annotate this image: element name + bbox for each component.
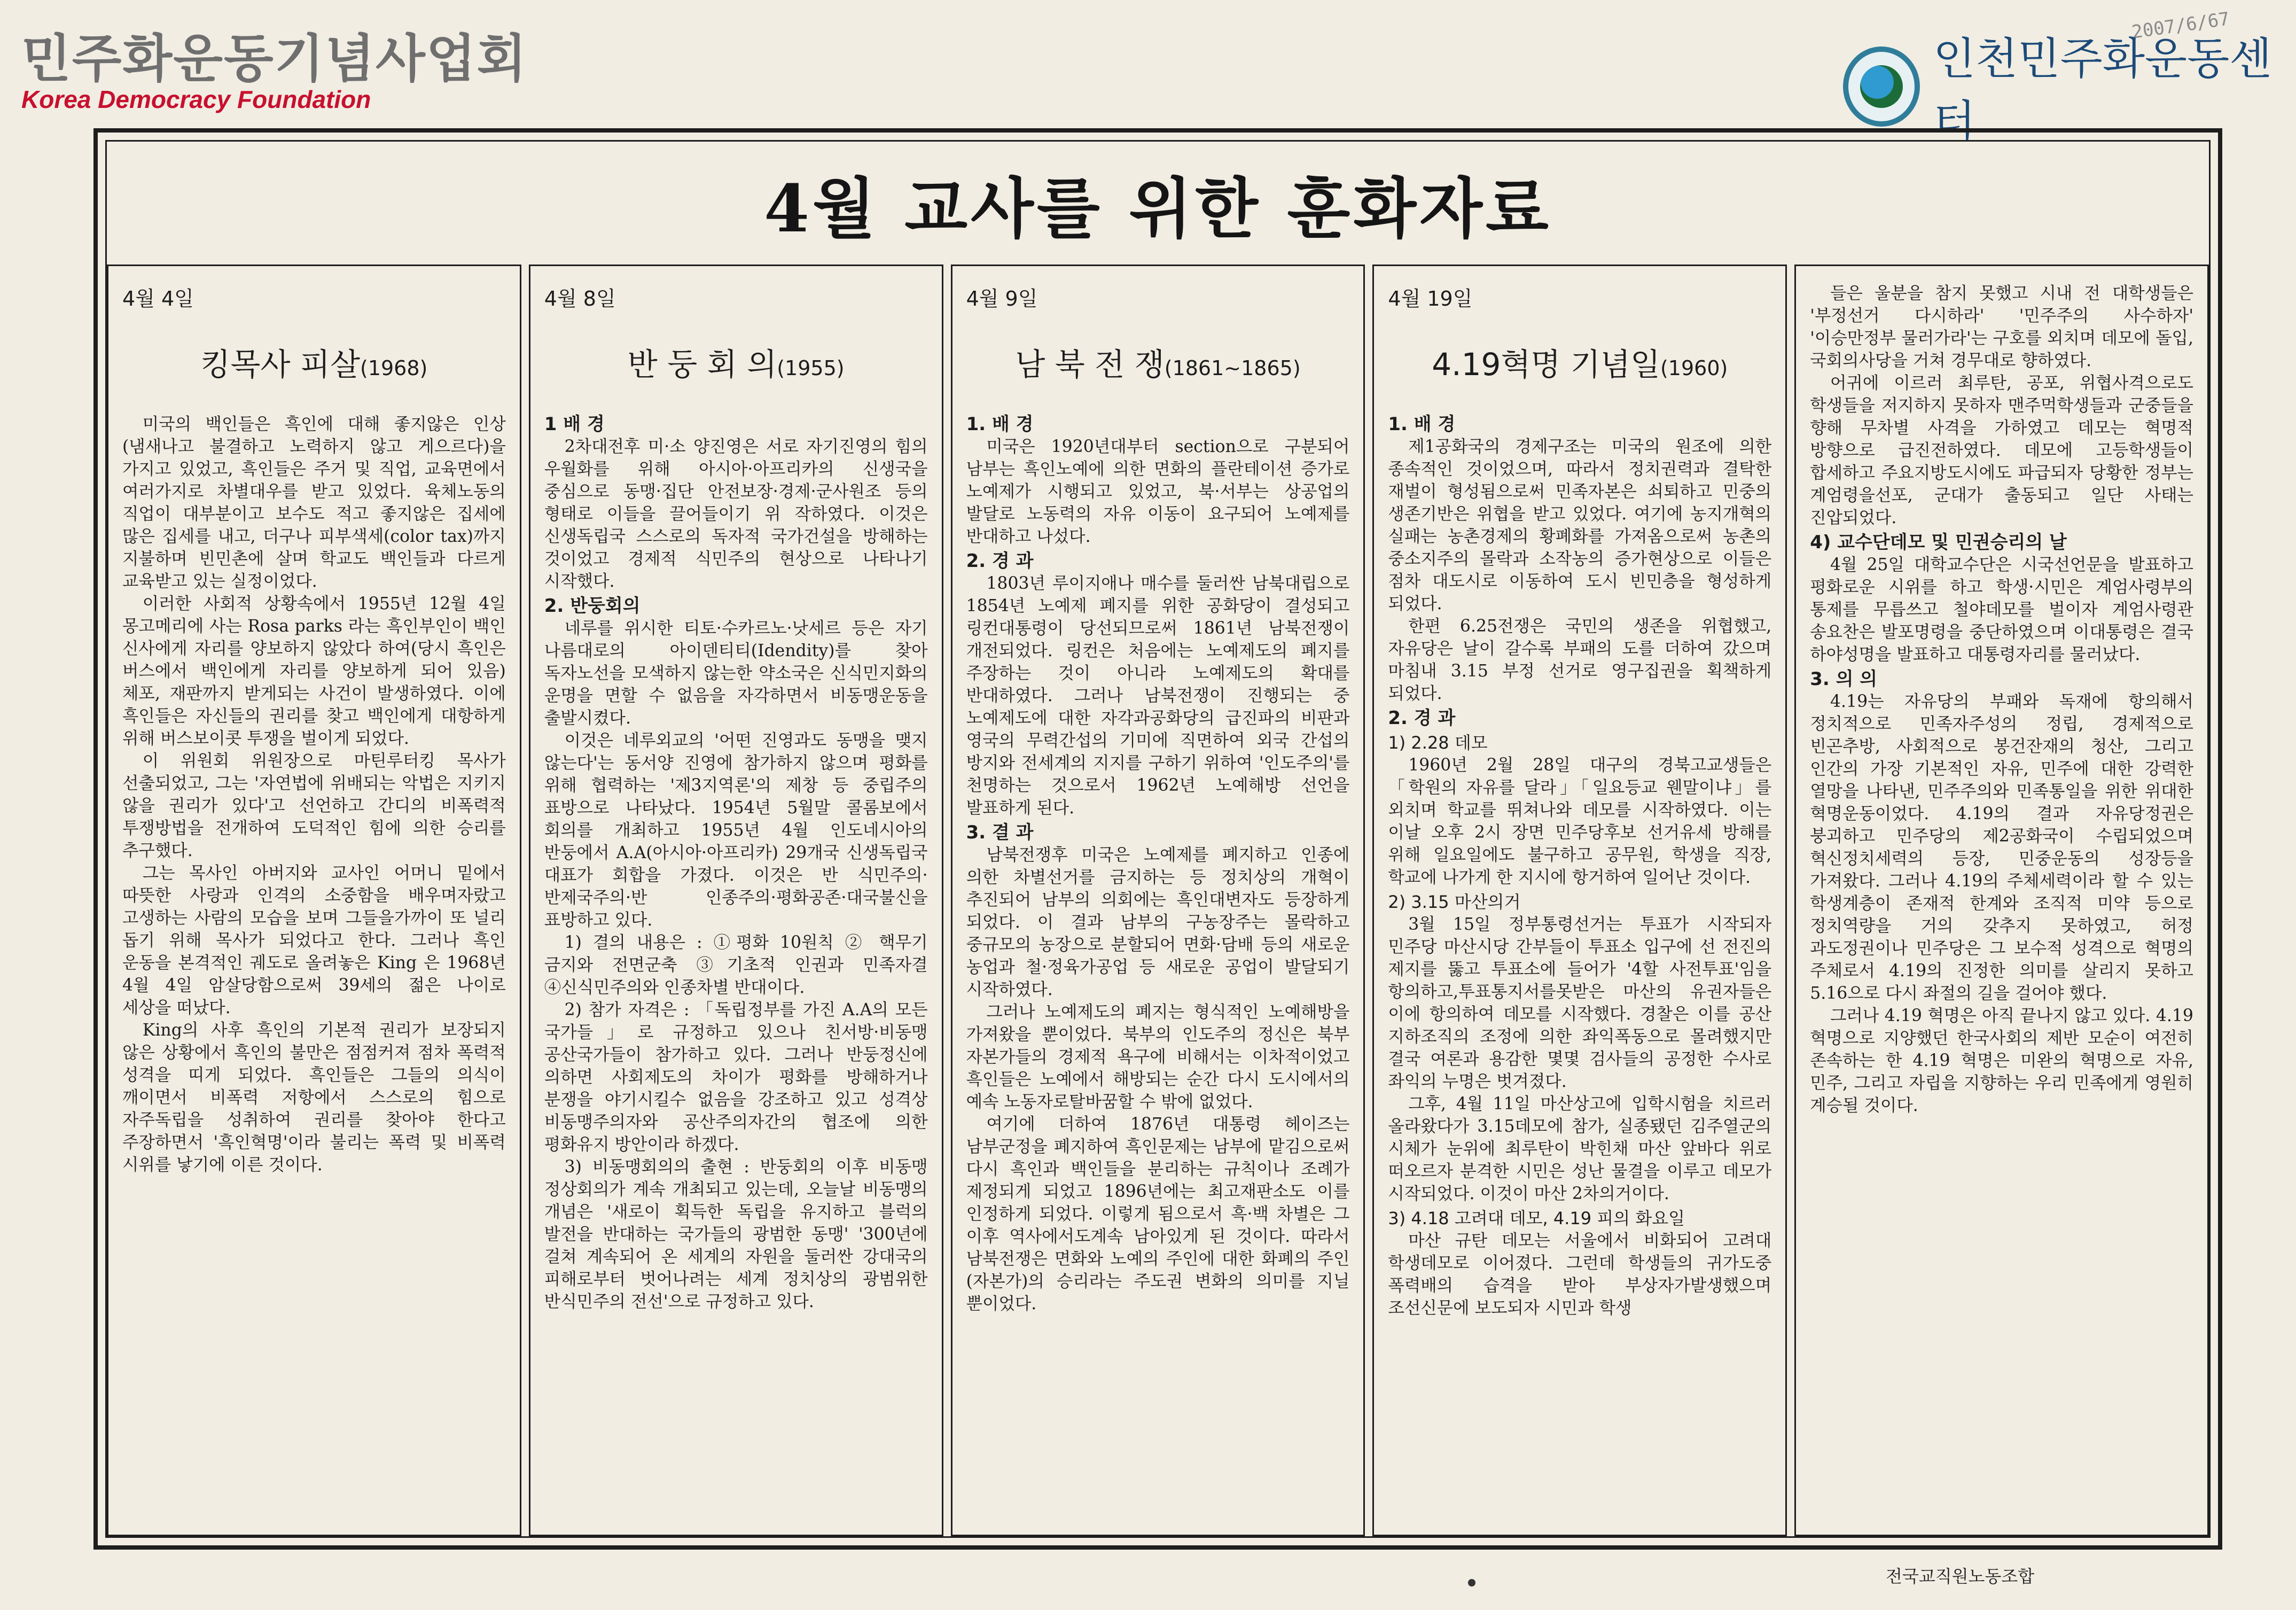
column-heading (544, 339, 928, 384)
section-heading: 1. 배 경 (966, 414, 1034, 435)
center-emblem-icon (1843, 46, 1920, 127)
document-title: 4월 교사를 위한 훈화자료 (764, 169, 1552, 247)
column-body (544, 413, 928, 1313)
column-date: 4월 9일 (966, 287, 1038, 310)
paragraph: 4.19는 자유당의 부패와 독재에 항의해서 정치적으로 민족자주성의 정립, 경제적으로 빈곤추방, 사회적으로 봉건잔재의 청산, 그리고 인간의 가장 기본적인 자유, 민주에 대한 강력한 열망을 나타낸, 민주주의와 민족통일을 위한 위대한 혁명운동이었다. 4.19의 결과 자유당정권은 붕괴하고 민주당의 제2공화국이 수립되었으며 혁신정치세력의 등장, 민중운동의 성장등을 가져왔다. 그러나 4.19의 주체세력이라 할 수 있는 학생계층이 존재적 한계와 조직적 미약 등으로 정치역량을 거의 갖추지 못하였고, 허정 과도정권이나 민주당은 그 보수적 성격으로 혁명의 주체로서 4.19의 진정한 의미를 살리지 못하고 5.16으로 다시 좌절의 길을 걸어야 했다. (1810, 692, 2193, 1003)
paragraph: King의 사후 흑인의 기본적 권리가 보장되지 않은 상황에서 흑인의 불만은 점점커져 점차 폭력적 성격을 띠게 되었다. 흑인들은 그들의 의식이 깨이면서 비폭력 저항에서 스스로의 힘으로 자주독립을 성취하여 권리를 찾아야 한다고 주장하면서 '흑인혁명'이라 불리는 폭력 및 비폭력 시위를 낳기에 이른 것이다. (122, 1021, 506, 1175)
column-body (966, 413, 1350, 1315)
paragraph: 한편 6.25전쟁은 국민의 생존을 위협했고, 자유당은 날이 갈수록 부패의 도를 더하여 갔으며 마침내 3.15 부정 선거로 영구집권을 획책하게 되었다. (1388, 617, 1772, 703)
paragraph: 들은 울분을 참지 못했고 시내 전 대학생들은 '부정선거 다시하라' '민주주의 사수하자' '이승만정부 물러가라'는 구호를 외치며 데모에 돌입, 국회의사당을 거쳐 경무대로 향하였다. (1810, 284, 2193, 370)
paragraph: 그러나 노예제도의 폐지는 형식적인 노예해방을 가져왔을 뿐이었다. 북부의 인도주의 정신은 북부 자본가들의 경제적 욕구에 비해서는 이차적이었고 흑인들은 노예에서 해방되는 순간 다시 도시에서의 예속 노동자로탈바꿈할 수 밖에 없었다. (966, 1002, 1350, 1111)
column-king (107, 265, 521, 1536)
section-heading: 2. 경 과 (966, 550, 1034, 572)
section-heading: 1 배 경 (544, 414, 605, 435)
section-heading: 2. 반둥회의 (544, 595, 641, 617)
section-heading: 2) 3.15 마산의거 (1388, 892, 1521, 912)
column-heading-year: (1955) (777, 356, 845, 380)
kdf-logo-english: Korea Democracy Foundation (21, 85, 371, 113)
paragraph: 이것은 네루외교의 '어떤 진영과도 동맹을 맺지 않는다'는 동서양 진영에 참가하지 않으며 평화를 위해 협력하는 '제3지역론'의 제창 등 중립주의 표방으로 나타났다. 1954년 5월말 콜롬보에서 회의를 개최하고 1955년 4월 인도네시아의 반둥에서 A.A(아시아·아프리카) 29개국 신생독립국 대표가 회합을 가졌다. 이것은 반 식민주의·반제국주의·반 인종주의·평화공존·대국불신을 표방하고 있다. (544, 731, 928, 930)
column-heading (1388, 339, 1771, 384)
column-date: 4월 4일 (122, 287, 194, 310)
paragraph: 남북전쟁후 미국은 노예제를 폐지하고 인종에 의한 차별선거를 금지하는 등 정치상의 개혁이 추진되어 남부의 의회에는 흑인대변자도 등장하게 되었다. 이 결과 남부의 구농장주는 몰락하고 중규모의 농장으로 분할되어 면화·담배 등의 새로운 농업과 철·정육가공업 등 새로운 공업이 발달되기 시작하였다. (966, 845, 1350, 999)
paragraph: 그후, 4월 11일 마산상고에 입학시험을 치르러 올라왔다가 3.15데모에 참가, 실종됐던 김주열군의 시체가 눈위에 최루탄이 박힌채 마산 앞바다 위로 떠오르자 분격한 시민은 성난 물결을 이루고 데모가 시작되었다. 이것이 마산 2차의거이다. (1388, 1094, 1772, 1203)
paragraph: 1) 결의 내용은 : ①평화 10원칙 ② 핵무기 금지와 전면군축 ③기초적 인권과 민족자결 ④신식민주의와 인종차별 반대이다. (544, 933, 928, 997)
paragraph: 2) 참가 자격은 : 「독립정부를 가진 A.A의 모든 국가들」로 규정하고 있으나 친서방·비동맹 공산국가들이 참가하고 있다. 그러나 반둥정신에 의하면 사회제도의 차이가 평화를 방해하거나 분쟁을 야기시킬수 없음을 강조하고 있고 성격상 비동맹주의자와 공산주의자간의 협조에 의한 평화유지 방안이라 하겠다. (544, 1000, 928, 1154)
column-heading-text: 킹목사 피살 (200, 346, 360, 383)
paragraph: 미국은 1920년대부터 section으로 구분되어 남부는 흑인노예에 의한 면화의 플란테이션 증가로 노예제가 시행되고 있었고, 북·서부는 상공업의 발달로 노동력의 자유 이동이 요구되어 노예제를 반대하고 나섰다. (966, 437, 1350, 546)
paragraph: 4월 25일 대학교수단은 시국선언문을 발표하고 평화로운 시위를 하고 학생·시민은 계엄사령부의 통제를 무릅쓰고 철야데모를 벌이자 계엄사령관 송요찬은 발포명령을 중단하였으며 이대통령은 결국 하야성명을 발표하고 대통령자리를 물러났다. (1810, 555, 2193, 664)
stray-mark (1468, 1579, 1475, 1586)
column-heading-year: (1861~1865) (1164, 356, 1301, 380)
column-civil-war (951, 265, 1365, 1536)
column-body (1388, 413, 1771, 1319)
paragraph: 3월 15일 정부통령선거는 투표가 시작되자 민주당 마산시당 간부들이 투표소 입구에 선 전진의 제지를 뚫고 투표소에 들어가 '4할 사전투표'임을 항의하고,투표통지서를못받은 마산의 유권자들은 이에 항의하여 데모를 시작했다. 경찰은 이를 공산 지하조직의 조정에 의한 좌익폭동으로 몰려했지만 결국 여론과 용감한 몇몇 검사들의 공정한 수사로 좌익의 누명은 벗겨졌다. (1388, 915, 1772, 1091)
paragraph: 이러한 사회적 상황속에서 1955년 12월 4일 몽고메리에 사는 Rosa parks 라는 흑인부인이 백인 신사에게 자리를 양보하지 않았다 하여(당시 흑인은 버스에서 백인에게 자리를 양보하게 되어 있음) 체포, 재판까지 받게되는 사건이 발생하였다. 이에 흑인들은 자신들의 권리를 찾고 백인에게 대항하게 위해 버스보이콧 투쟁을 벌이게 되었다. (122, 594, 506, 748)
column-body (122, 413, 506, 1176)
paragraph: 이 위원회 위원장으로 마틴루터킹 목사가 선출되었고, 그는 '자연법에 위배되는 악법은 지키지 않을 권리가 있다'고 선언하고 간디의 비폭력적 투쟁방법을 전개하여 도덕적인 힘에 의한 승리를 추구했다. (122, 751, 506, 860)
title-box (107, 142, 2209, 265)
paragraph: 3) 비동맹회의의 출현 : 반둥회의 이후 비동맹 정상회의가 계속 개최되고 있는데, 오늘날 비동맹의 개념은 '새로이 획득한 독립을 유지하고 블럭의 발전을 반대하는 국가들의 광범한 동맹' '300년에 걸쳐 계속되어 온 세계의 자원을 둘러싼 강대국의 피해로부터 벗어나려는 세계 정치상의 광범위한 반식민주의 전선'으로 규정하고 있다. (544, 1157, 928, 1311)
incheon-center-name: 인천민주화운동센터 (1933, 34, 2272, 147)
column-heading-text: 남 북 전 쟁 (1015, 346, 1165, 383)
column-body (1810, 282, 2193, 1117)
document-frame-inner (105, 140, 2211, 1538)
archive-number: 2007/6/67 (2130, 8, 2231, 43)
section-heading: 4) 교수단데모 및 민권승리의 날 (1810, 532, 2067, 553)
section-heading: 3. 결 과 (966, 822, 1034, 843)
column-heading (966, 339, 1350, 384)
section-heading: 1) 2.28 데모 (1388, 733, 1488, 753)
paragraph: 1803년 루이지애나 매수를 둘러싼 남북대립으로 1854년 노예제 폐지를 위한 공화당이 결성되고 링컨대통령이 당선되므로써 1861년 남북전쟁이 개전되었다. 링컨은 처음에는 노예제도의 폐지를 주장하는 것이 아니라 노예제도의 확대를 반대하였다. 그러나 남북전쟁이 진행되는 중 노예제도에 대한 자각과공화당의 급진파의 비판과 영국의 무력간섭의 기미에 직면하여 외국 간섭의 방지와 전세계의 지지를 구하기 위하여 '인도주의'를 천명하는 것으로서 1962년 노예해방 선언을 발표하게 된다. (966, 574, 1350, 818)
paragraph: 마산 규탄 데모는 서울에서 비화되어 고려대 학생데모로 이어졌다. 그런데 학생들의 귀가도중 폭력배의 습격을 받아 부상자가발생했으며 조선신문에 보도되자 시민과 학생 (1388, 1231, 1772, 1318)
document-frame (93, 128, 2222, 1550)
paragraph: 1960년 2월 28일 대구의 경북고교생들은 「학원의 자유를 달라」「일요등교 웬말이냐」를 외치며 학교를 뛰쳐나와 데모를 시작하였다. 이는 이날 오후 2시 장면 민주당후보 선거유세 방해를 위해 일요일에도 불구하고 공무원, 학생을 직장, 학교에 나가게 한 지시에 항거하여 일어난 것이다. (1388, 756, 1772, 887)
column-april-19-continued (1794, 265, 2209, 1536)
kdf-logo (21, 29, 527, 113)
section-heading: 3. 의 의 (1810, 668, 1878, 690)
article-columns (107, 265, 2209, 1536)
section-heading: 1. 배 경 (1388, 414, 1456, 435)
column-heading-text: 4.19혁명 기념일 (1432, 346, 1660, 383)
column-date: 4월 19일 (1388, 287, 1473, 310)
paragraph: 여기에 더하여 1876년 대통령 헤이즈는 남부군정을 폐지하여 흑인문제는 남부에 맡김으로써 다시 흑인과 백인들을 분리하는 규칙이나 조례가 제정되게 되었고 1896년에는 최고재판소도 이를 인정하게 되었다. 이렇게 됨으로서 흑·백 차별은 그 이후 역사에서도계속 남아있게 된 것이다. 따라서 남북전쟁은 면화와 노예의 주인에 대한 화폐의 주인(자본가)의 승리라는 주도권 변화의 의미를 지닐 뿐이었다. (966, 1115, 1350, 1313)
paragraph: 네루를 위시한 티토·수카르노·낫세르 등은 자기 나름대로의 아이덴티티(Idendity)를 찾아 독자노선을 모색하지 않는한 약소국은 신식민지화의 운명을 면할 수 없음을 자각하면서 비동맹운동을 출발시켰다. (544, 619, 928, 728)
column-heading (122, 339, 506, 384)
paragraph: 제1공화국의 경제구조는 미국의 원조에 의한 종속적인 것이었으며, 따라서 정치권력과 결탁한 재벌이 형성됨으로써 민족자본은 쇠퇴하고 민중의 생존기반은 위협을 받고 있었다. 여기에 농지개혁의 실패는 농촌경제의 황폐화를 가져옴으로써 농촌의 중소지주의 몰락과 소작농의 증가현상으로 이들은 점차 대도시로 이동하여 도시 빈민층을 형성하게 되었다. (1388, 437, 1772, 613)
paragraph: 그는 목사인 아버지와 교사인 어머니 밑에서 따뜻한 사랑과 인격의 소중함을 배우며자랐고 고생하는 사람의 모습을 보며 그들을가까이 또 널리 돕기 위해 목사가 되었다고 한다. 그러나 흑인 운동을 본격적인 궤도로 올려놓은 King 은 1968년 4월 4일 암살당함으로써 39세의 젊은 나이로 세상을 떠났다. (122, 864, 506, 1017)
section-heading: 2. 경 과 (1388, 707, 1456, 729)
kdf-logo-korean: 민주화운동기념사업회 (21, 29, 528, 89)
publisher-footer: 전국교직원노동조합 (1886, 1566, 2035, 1586)
paragraph: 2차대전후 미·소 양진영은 서로 자기진영의 힘의 우월화를 위해 아시아·아프리카의 신생국을 중심으로 동맹·집단 안전보장·경제·군사원조 등의 형태로 이들을 끌어들이기 위 작하였다. 이것은 신생독립국 스스로의 독자적 국가건설을 방해하는 것이었고 경제적 식민주의 현상으로 나타나기 시작했다. (544, 437, 928, 591)
paragraph: 그러나 4.19 혁명은 아직 끝나지 않고 있다. 4.19 혁명으로 지양했던 한국사회의 제반 모순이 여전히 존속하는 한 4.19 혁명은 미완의 혁명으로 자유, 민주, 그리고 자립을 지향하는 우리 민족에게 영원히 계승될 것이다. (1810, 1006, 2193, 1115)
column-april-19 (1372, 265, 1787, 1536)
column-heading-year: (1968) (360, 356, 428, 380)
section-heading: 3) 4.18 고려대 데모, 4.19 피의 화요일 (1388, 1208, 1685, 1228)
column-date: 4월 8일 (544, 287, 616, 310)
column-bandung (529, 265, 943, 1536)
column-heading-text: 반 둥 회 의 (627, 346, 777, 383)
column-heading-year: (1960) (1660, 356, 1728, 380)
paragraph: 미국의 백인들은 흑인에 대해 좋지않은 인상(냄새나고 불결하고 노력하지 않고 게으르다)을 가지고 있었고, 흑인들은 주거 및 직업, 교육면에서 여러가지로 차별대우를 받고 있었다. 육체노동의 직업이 대부분이고 보수도 적고 좋지않은 집세에 많은 집세를 내고, 더구나 피부색세(color tax)까지 지불하며 빈민촌에 살며 학교도 백인들과 다르게 교육받고 있는 실정이었다. (122, 415, 506, 591)
paragraph: 어귀에 이르러 최루탄, 공포, 위협사격으로도 학생들을 저지하지 못하자 맨주먹학생들과 군중들을 향해 무차별 사격을 가하였고 데모는 혁명적 방향으로 급진전하였다. 데모에 고등학생들이 합세하고 주요지방도시에도 파급되자 당황한 정부는 계엄령을선포, 군대가 출동되고 일단 사태는 진압되었다. (1810, 374, 2193, 527)
